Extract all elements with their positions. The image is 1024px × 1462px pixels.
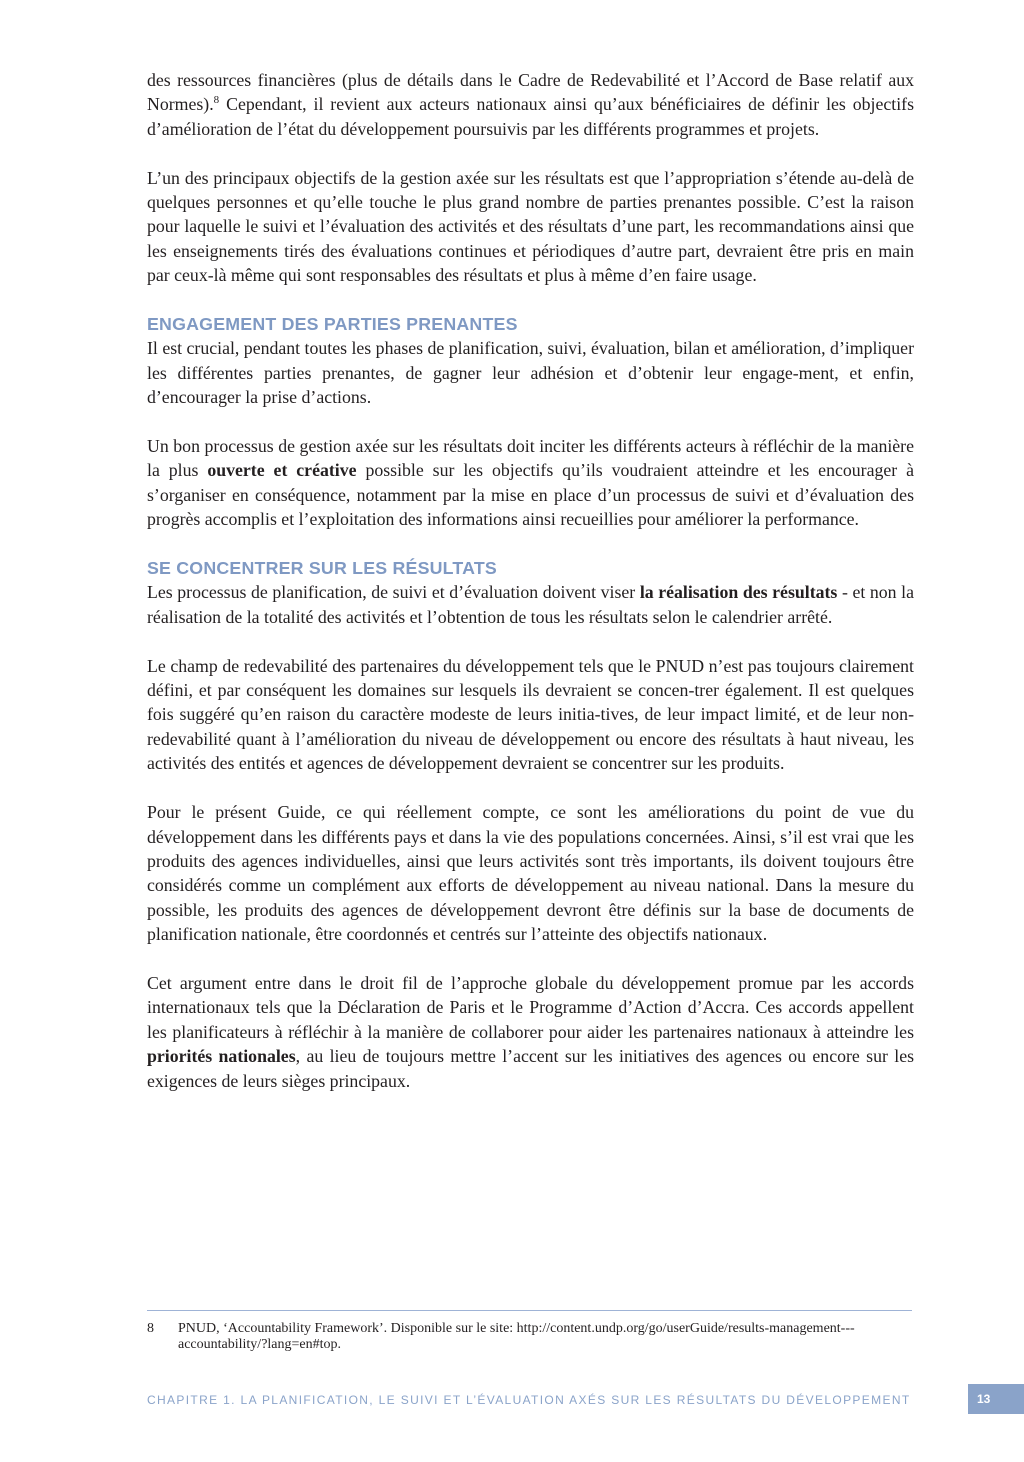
paragraph-7: Pour le présent Guide, ce qui réellement compte, ce sont les améliorations du point de vue du développement dans les différents pays et dans la vie des populations concernées. Ainsi, s’il est vrai que les produits des agences individuelles, ainsi que leurs activités sont très importants, ils doivent toujours être considérés comme un complément aux efforts de développement au niveau national. Dans la mesure du possible, les produits des agences de développement devront être définis sur la base de documents de planification nationale, être coordonnés et centrés sur l’atteinte des objectifs nationaux.: [147, 802, 914, 945]
paragraph-3: Il est crucial, pendant toutes les phases de planification, suivi, évaluation, bilan et amélioration, d’impliquer les différentes parties prenantes, de gagner leur adhésion et d’obtenir leur engage-ment, et enfin, d’encourager la prise d’actions.: [147, 338, 914, 408]
paragraph-2: L’un des principaux objectifs de la gestion axée sur les résultats est que l’appropriation s’étende au-delà de quelques personnes et qu’elle touche le plus grand nombre de parties prenantes possible. C’est la raison pour laquelle le suivi et l’évaluation des activités et des résultats d’une part, les recommandations ainsi que les enseignements tirés des évaluations continues et périodiques d’autre part, devraient être pris en main par ceux-là même qui sont responsables des résultats et plus à même d’en faire usage.: [147, 167, 914, 286]
paragraph-4: Un bon processus de gestion axée sur les résultats doit inciter les différents acteurs à réfléchir de la manière la plus ouverte et créative possible sur les objectifs qu’ils voudraient atteindre et les encourager à s’organiser en conséquence, notamment par la mise en place d’un processus de suivi et d’évaluation des progrès accomplis et l’exploitation des informations ainsi recueillies pour améliorer la performance.: [147, 436, 914, 530]
page-number-badge: 13: [968, 1384, 1024, 1414]
body-text: [147, 68, 914, 1093]
paragraph-8: Cet argument entre dans le droit fil de l’approche globale du développement promue par les accords internationaux tels que la Déclaration de Paris et le Programme d’Action d’Accra. Ces accords appellent les planificateurs à réfléchir à la manière de collaborer pour aider les partenaires nationaux à atteindre les priorités nationales, au lieu de toujours mettre l’accent sur les initiatives des agences ou encore sur les exigences de leurs sièges principaux.: [147, 972, 915, 1091]
paragraph-6: Le champ de redevabilité des partenaires du développement tels que le PNUD n’est pas toujours clairement défini, et par conséquent les domaines sur lesquels ils devraient se concen-trer également. Il est quelques fois suggéré qu’en raison du caractère modeste de leurs initia-tives, de leur impact limité, et de leur non-redevabilité quant à l’amélioration du niveau de développement ou encore des résultats à haut niveau, les activités des entités et agences de développement devraient se concentrer sur les produits.: [147, 655, 914, 774]
paragraph-1: des ressources financières (plus de détails dans le Cadre de Redevabilité et l’Accord de Base relatif aux Normes).$^8$ Cependant, il revient aux acteurs nationaux ainsi qu’aux bénéficiaires de définir les objectifs d’amélioration de l’état du développement poursuivis par les différents programmes et projets.: [147, 70, 914, 139]
section-heading-engagement: ENGAGEMENT DES PARTIES PRENANTES: [147, 314, 518, 335]
emphasis-ouverte-creative: ouverte et créative: [207, 460, 357, 481]
footnote: [147, 1321, 914, 1353]
section-heading-resultats: SE CONCENTRER SUR LES RÉSULTATS: [147, 558, 497, 579]
running-footer-title: CHAPITRE 1. LA PLANIFICATION, LE SUIVI ET L’ÉVALUATION AXÉS SUR LES RÉSULTATS DU DÉVELOPPEMENT: [147, 1393, 911, 1407]
footnote-number: 8: [147, 1321, 154, 1336]
footnote-divider: [147, 1310, 912, 1311]
footnote-reference[interactable]: 8: [213, 94, 220, 107]
paragraph-5: Les processus de planification, de suivi et d’évaluation doivent viser la réalisation des résultats - et non la réalisation de la totalité des activités et l’obtention de tous les résultats selon le calendrier arrêté.: [147, 582, 914, 627]
emphasis-priorites-nationales: priorités nationales: [147, 1046, 296, 1067]
footnote-text[interactable]: PNUD, ‘Accountability Framework’. Disponible sur le site: http://content.undp.org/go/userGuide/results-management---accountability/?lang=en#top.: [178, 1321, 855, 1352]
emphasis-realisation-resultats: la réalisation des résultats: [639, 582, 838, 603]
